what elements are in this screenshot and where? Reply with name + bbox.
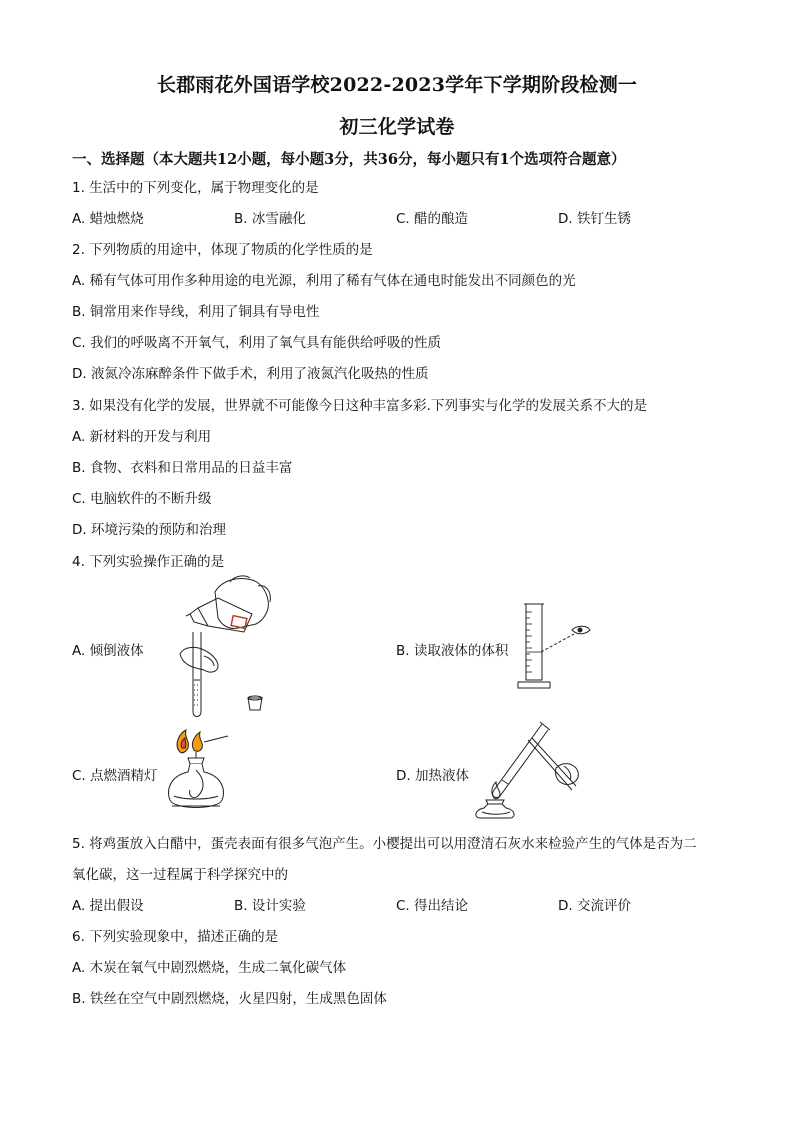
q4-option-b: B. 读取液体的体积 — [396, 643, 509, 659]
q2-option-c: C. 我们的呼吸离不开氧气，利用了氧气具有能供给呼吸的性质 — [72, 335, 442, 351]
section-heading: 一、选择题（本大题共12小题，每小题3分，共36分，每小题只有1个选项符合题意） — [72, 151, 626, 168]
q2-option-b: B. 铜常用来作导线，利用了铜具有导电性 — [72, 304, 320, 320]
q3-option-a: A. 新材料的开发与利用 — [72, 429, 212, 445]
q5-option-c: C. 得出结论 — [396, 898, 469, 914]
q1-option-d: D. 铁钉生锈 — [558, 211, 631, 227]
q6-option-a: A. 木炭在氧气中剧烈燃烧，生成二氧化碳气体 — [72, 960, 347, 976]
alcohol-lamp-illustration — [160, 726, 240, 818]
question-1-stem: 1. 生活中的下列变化，属于物理变化的是 — [72, 180, 319, 196]
q3-option-b: B. 食物、衣料和日常用品的日益丰富 — [72, 460, 293, 476]
question-5-stem-line-2: 氧化碳，这一过程属于科学探究中的 — [72, 867, 288, 883]
heating-liquid-illustration — [472, 720, 582, 820]
q2-option-a: A. 稀有气体可用作多种用途的电光源，利用了稀有气体在通电时能发出不同颜色的光 — [72, 273, 576, 289]
q1-option-a: A. 蜡烛燃烧 — [72, 211, 144, 227]
q1-option-c: C. 醋的酿造 — [396, 211, 469, 227]
q2-option-d: D. 液氮冷冻麻醉条件下做手术，利用了液氮汽化吸热的性质 — [72, 366, 429, 382]
q4-option-c: C. 点燃酒精灯 — [72, 768, 158, 784]
q3-option-d: D. 环境污染的预防和治理 — [72, 522, 226, 538]
q3-option-c: C. 电脑软件的不断升级 — [72, 491, 212, 507]
q4-option-d: D. 加热液体 — [396, 768, 469, 784]
question-6-stem: 6. 下列实验现象中，描述正确的是 — [72, 929, 279, 945]
q5-option-d: D. 交流评价 — [558, 898, 631, 914]
question-3-stem: 3. 如果没有化学的发展，世界就不可能像今日这种丰富多彩.下列事实与化学的发展关系不大的是 — [72, 398, 647, 414]
pouring-liquid-illustration — [160, 570, 280, 725]
q6-option-b: B. 铁丝在空气中剧烈燃烧，火星四射，生成黑色固体 — [72, 991, 387, 1007]
exam-subtitle: 初三化学试卷 — [339, 116, 455, 138]
exam-title: 长郡雨花外国语学校2022-2023学年下学期阶段检测一 — [156, 74, 638, 96]
question-5-stem-line-1: 5. 将鸡蛋放入白醋中，蛋壳表面有很多气泡产生。小樱提出可以用澄清石灰水来检验产生的气体是否为二 — [72, 836, 697, 852]
q5-option-b: B. 设计实验 — [234, 898, 306, 914]
q4-option-a: A. 倾倒液体 — [72, 643, 144, 659]
q1-option-b: B. 冰雪融化 — [234, 211, 306, 227]
graduated-cylinder-illustration — [508, 600, 603, 692]
q5-option-a: A. 提出假设 — [72, 898, 144, 914]
question-2-stem: 2. 下列物质的用途中，体现了物质的化学性质的是 — [72, 242, 373, 258]
question-4-stem: 4. 下列实验操作正确的是 — [72, 554, 225, 570]
